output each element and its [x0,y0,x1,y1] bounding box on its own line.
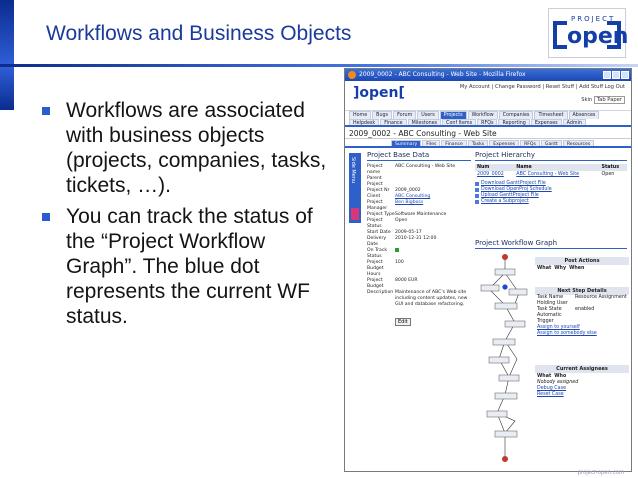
logo-left-bracket [553,21,567,49]
field-row [367,236,471,248]
field-value [395,248,471,260]
subtab-summary[interactable]: Summary [391,140,421,146]
field-row [367,290,471,308]
field-label: Delivery Date [367,236,387,247]
field-label: Client [367,194,381,199]
firefox-icon [348,71,356,79]
current-assignees-heading: Current Assignees [535,365,629,373]
field-label: On Track Status [367,248,388,259]
tab-companies[interactable]: Companies [499,111,534,119]
workflow-end-node [502,456,508,462]
field-label: Project Manager [367,200,388,211]
workflow-node [505,321,525,327]
field-link[interactable]: Ben Bigboss [395,200,424,205]
field-label: Parent Project [367,176,383,187]
field-value: Software Maintenance [395,212,447,217]
assignees-columns [535,373,629,380]
bullet-square-icon [42,107,50,115]
field-value: 2009_0002 [395,188,421,193]
bullet-item [42,98,342,198]
field-value: 8000 EUR [395,278,418,283]
app-logo-text: open [359,85,399,101]
field-row [367,164,471,176]
field-label: Project name [367,164,383,175]
field-value: 2010-12-31 12:00 [395,236,437,241]
tab-home[interactable]: Home [349,111,371,119]
project-open-logo [548,8,629,58]
tab-absences[interactable]: Absences [569,111,600,119]
skin-selector [581,96,625,104]
bullet-square-icon [42,213,50,221]
next-step-label: Task Name [537,295,564,300]
column-header: Why [554,266,567,271]
next-step-value: enabled [575,307,595,312]
slide-footer: project-open.com [577,470,624,476]
post-actions-heading: Post Actions [535,257,629,265]
post-actions-panel [535,257,629,272]
field-value: ABC Consulting - Web Site [395,164,456,169]
field-row [367,218,471,230]
edit-button[interactable]: Edit [395,318,411,326]
window-controls [603,71,629,79]
hierarchy-link[interactable]: Upload GanttProject File [475,193,627,199]
project-base-data-heading: Project Base Data [367,151,471,161]
project-title: 2009_0002 - ABC Consulting - Web Site [345,127,631,139]
hierarchy-status: Open [601,172,615,177]
app-logo: ]open[ [353,85,405,101]
logo-right-bracket [607,21,621,49]
tab-milestones[interactable]: Milestones [408,119,442,125]
field-value [395,176,471,188]
subtab-tasks[interactable]: Tasks [468,140,488,146]
next-step-label: Holding User [537,301,568,306]
workflow-node [495,431,517,437]
bullet-list [42,98,342,335]
workflow-node [489,357,509,363]
title-divider [0,64,638,67]
workflow-node [495,303,517,309]
workflow-node [487,411,507,417]
field-row [367,176,471,188]
column-header: Name [514,164,599,171]
next-step-links [535,325,629,337]
field-row [367,200,471,212]
subtab-rfqs[interactable]: RFQs [520,140,540,146]
next-step-row [535,313,629,325]
field-link[interactable]: ABC Consulting [395,194,431,199]
hierarchy-name-link[interactable]: ABC Consulting - Web Site [516,172,580,177]
column-header: What [537,374,552,379]
subtab-resources[interactable]: Resources [563,140,594,146]
tab-bugs[interactable]: Bugs [372,111,392,119]
tab-forum[interactable]: Forum [393,111,416,119]
skin-select[interactable]: Tab Paper [594,96,625,104]
debug-case-link[interactable]: Debug Case [537,386,567,391]
field-row [367,248,471,260]
field-label: Start Date [367,230,391,235]
field-value: Open [395,218,408,223]
hierarchy-link[interactable]: Create a Subproject [475,199,627,205]
on-track-green-icon [395,248,399,252]
next-step-label: Task State [537,307,562,312]
field-label: Project Budget [367,278,384,289]
account-links[interactable]: My Account | Change Password | Reset Stuff | Add Stuff Log Out [459,84,625,90]
next-step-value: Resource Assignment [575,295,627,300]
embedded-screenshot [344,68,632,472]
slide-accent-bar [0,0,14,110]
tab-projects[interactable]: Projects [440,111,467,119]
tab-conf-items[interactable]: Conf Items [442,119,476,125]
workflow-node [495,269,515,275]
side-menu-handle[interactable] [351,208,359,220]
project-subtabs [345,139,631,148]
workflow-start-node [502,254,508,260]
workflow-node [493,339,515,345]
current-assignees-panel [535,365,629,398]
field-label: Project Nr [367,188,390,193]
main-tabs-row-1 [345,111,631,119]
hierarchy-num-link[interactable]: 2009_0002 [477,172,504,177]
hierarchy-link[interactable]: Download GanttProject File [475,181,627,187]
field-label: Project Status [367,218,383,229]
next-step-heading: Next Step Details [535,287,629,295]
project-base-data [367,151,471,327]
assignees-note: Nobody assigned [537,380,579,385]
current-status-blue-dot [502,284,507,289]
logo-large-text: open [567,24,629,49]
field-value: Maintenance of ABC's Web site including content updates, new GUI and database refactoring. [395,290,468,307]
subtab-files[interactable]: Files [422,140,440,146]
field-value: 100 [395,260,404,265]
minimize-icon[interactable] [603,71,611,79]
bullet-item [42,204,342,329]
subtab-finance[interactable]: Finance [441,140,467,146]
tab-helpdesk[interactable]: Helpdesk [349,119,379,125]
workflow-node [481,285,499,291]
app-header [345,81,631,111]
bullet-text: Workflows are associated with business objects (projects, companies, tasks, tickets, …). [66,99,327,197]
slide-title: Workflows and Business Objects [46,22,352,45]
browser-title-bar [345,69,631,81]
project-base-data-rows [367,164,471,308]
workflow-node [495,393,517,399]
column-header: Who [554,374,567,379]
tab-rfqs[interactable]: RFQs [477,119,497,125]
workflow-graph-heading: Project Workflow Graph [475,239,627,249]
column-header: Num [475,164,514,171]
column-header: When [569,266,585,271]
field-row [367,278,471,290]
side-menu-toggle[interactable] [349,153,361,223]
hierarchy-links [475,181,627,205]
side-menu-label: Side Menu [350,157,356,184]
subtab-expenses[interactable]: Expenses [489,140,519,146]
tab-finance[interactable]: Finance [380,119,406,125]
tab-expenses[interactable]: Expenses [531,119,562,125]
tab-timesheet[interactable]: Timesheet [534,111,567,119]
subtab-gantt[interactable]: Gantt [541,140,562,146]
next-step-panel [535,287,629,337]
tab-workflow[interactable]: Workflow [468,111,498,119]
tab-admin[interactable]: Admin [563,119,586,125]
skin-label: Skin [581,97,593,103]
field-label: Description [367,290,394,295]
next-step-rows [535,295,629,325]
post-actions-columns [535,265,629,272]
column-header: What [537,266,552,271]
logo-small-text: PROJECT [571,15,616,23]
hierarchy-link[interactable]: Download OpenProj Schedule [475,187,627,193]
close-icon[interactable] [621,71,629,79]
next-step-label: Automatic Trigger [537,313,562,324]
column-header: Status [600,164,628,171]
browser-window-title: 2009_0002 - ABC Consulting - Web Site - Mozilla Firefox [359,71,526,78]
assign-link[interactable]: Assign to yourself [537,325,580,330]
field-value: 2009-05-17 [395,230,422,235]
reset-case-link[interactable]: Reset Case [537,392,564,397]
workflow-node [509,289,527,295]
tab-users[interactable]: Users [417,111,438,119]
workflow-node [499,375,519,381]
main-tabs-row-2 [345,119,631,127]
project-hierarchy [475,151,627,205]
project-hierarchy-heading: Project Hierarchy [475,151,627,161]
workflow-graph [475,249,535,469]
hierarchy-table [475,164,627,178]
bullet-text: You can track the status of the “Project Workflow Graph”. The blue dot represents the current WF status. [66,205,313,328]
assign-link[interactable]: Assign to somebody else [537,331,597,336]
maximize-icon[interactable] [612,71,620,79]
table-row [475,171,627,178]
tab-reporting[interactable]: Reporting [498,119,529,125]
field-label: Project Budget Hours [367,260,384,277]
field-row [367,260,471,278]
field-label: Project Type [367,212,395,217]
